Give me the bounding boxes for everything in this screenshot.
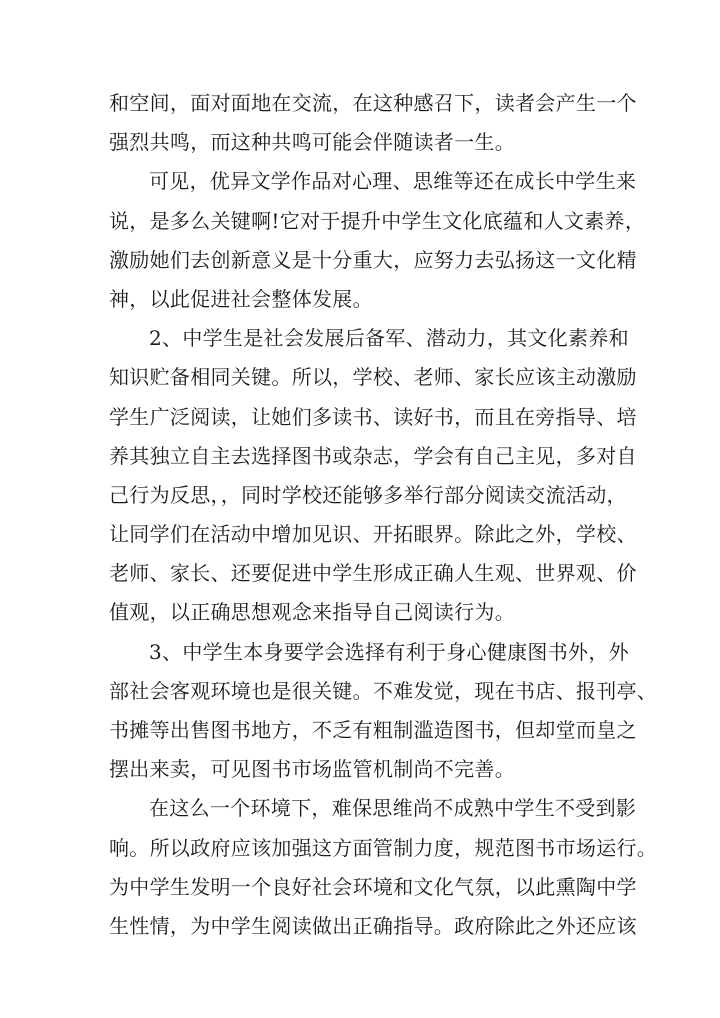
text-line: 让同学们在活动中增加见识、开拓眼界。除此之外，学校、 (109, 522, 637, 547)
text-line: 学生广泛阅读，让她们多读书、读好书，而且在旁指导、培 (109, 404, 637, 429)
text-line: 激励她们去创新意义是十分重大，应努力去弘扬这一文化精 (109, 247, 637, 272)
text-line: 神，以此促进社会整体发展。 (109, 286, 373, 311)
body-text (109, 84, 658, 946)
paragraph-start-line: 可见，优异文学作品对心理、思维等还在成长中学生来 (149, 169, 637, 194)
paragraph-start-line: 在这么一个环境下，难保思维尚不成熟中学生不受到影 (149, 796, 637, 821)
text-line: 值观，以正确思想观念来指导自己阅读行为。 (109, 600, 515, 625)
text-line: 和空间，面对面地在交流，在这种感召下，读者会产生一个 (109, 91, 637, 115)
paragraph-start-line: 2、中学生是社会发展后备军、潜动力，其文化素养和 (149, 326, 629, 351)
text-line: 养其独立自主去选择图书或杂志，学会有自己主见，多对自 (109, 443, 637, 468)
text-line: 老师、家长、还要促进中学生形成正确人生观、世界观、价 (109, 561, 637, 586)
text-line: 说，是多么关键啊!它对于提升中学生文化底蕴和人文素养， (109, 208, 646, 233)
text-line: 己行为反思，，同时学校还能够多举行部分阅读交流活动， (109, 482, 627, 507)
text-line: 知识贮备相同关键。所以，学校、老师、家长应该主动激励 (109, 365, 637, 390)
text-line: 摆出来卖，可见图书市场监管机制尚不完善。 (109, 757, 515, 782)
text-line: 为中学生发明一个良好社会环境和文化气氛，以此熏陶中学 (109, 874, 637, 899)
text-line: 响。所以政府应该加强这方面管制力度，规范图书市场运行。 (109, 835, 658, 860)
paragraph-start-line: 3、中学生本身要学会选择有利于身心健康图书外，外 (149, 639, 629, 664)
text-line: 书摊等出售图书地方，不乏有粗制滥造图书，但却堂而皇之 (109, 718, 637, 742)
text-line: 生性情，为中学生阅读做出正确指导。政府除此之外还应该 (109, 913, 637, 938)
text-line: 强烈共鸣，而这种共鸣可能会伴随读者一生。 (109, 130, 515, 155)
text-line: 部社会客观环境也是很关键。不难发觉，现在书店、报刊亭、 (109, 678, 658, 703)
